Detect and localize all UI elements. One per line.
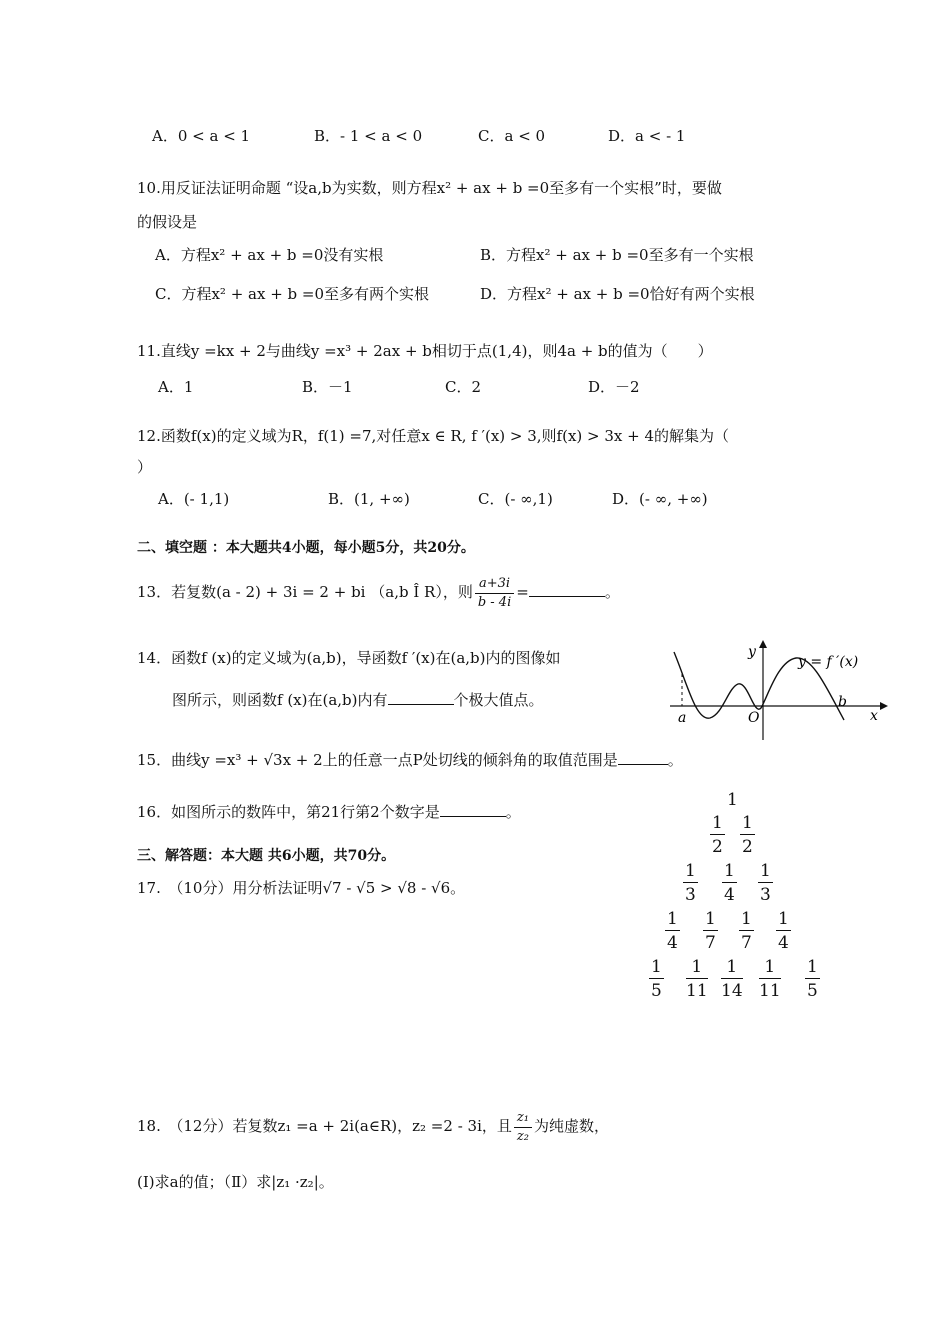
q10-option-d: D．方程x² + ax + b =0恰好有两个实根	[480, 285, 755, 303]
q13-answer-blank[interactable]	[529, 582, 605, 597]
q18-line1	[137, 1106, 609, 1146]
q12-option-b: B．(1, +∞)	[328, 490, 410, 508]
triangle-numerator: 1	[724, 861, 735, 881]
curve-label: y = f ′(x)	[798, 654, 859, 670]
q14-stem-line2	[172, 690, 544, 710]
triangle-denominator: 11	[686, 981, 708, 1001]
triangle-numerator: 1	[686, 956, 708, 979]
q11-option-a: A．1	[158, 378, 194, 396]
triangle-numerator: 1	[760, 861, 771, 881]
q13	[137, 574, 620, 612]
x-axis-label: x	[870, 708, 878, 724]
triangle-cell	[683, 860, 698, 907]
x-axis-arrow	[880, 702, 888, 710]
triangle-numerator: 1	[741, 909, 752, 929]
triangle-numerator: 1	[721, 956, 743, 979]
triangle-cell	[805, 956, 820, 1003]
q11-option-d: D．－2	[588, 378, 640, 396]
q15-text: 15．曲线y =x³ + √3x + 2上的任意一点P处切线的倾斜角的取值范围是	[137, 751, 618, 769]
q9-option-c: C．a < 0	[478, 127, 546, 145]
triangle-cell	[721, 956, 743, 1003]
triangle-denominator: 2	[742, 837, 753, 857]
q13-numerator: a+3i	[475, 575, 514, 594]
triangle-denominator: 5	[807, 981, 818, 1001]
q14-line2-end: 个极大值点。	[453, 691, 544, 709]
q14-stem-line1: 14．函数f (x)的定义域为(a,b)，导函数f ′(x)在(a,b)内的图像如	[137, 649, 561, 667]
q15-end: 。	[667, 751, 683, 769]
q16-answer-blank[interactable]	[440, 802, 506, 817]
q18-prefix: 18. （12分）若复数z₁ =a + 2i(a∈R)，z₂ =2 - 3i，且	[137, 1117, 512, 1135]
section-3-heading: 三、解答题：本大题 共6小题，共70分。	[137, 848, 396, 864]
derivative-graph	[668, 636, 888, 746]
q18-suffix: 为纯虚数，	[533, 1117, 609, 1135]
triangle-cell	[776, 908, 791, 955]
q15-answer-blank[interactable]	[618, 750, 668, 765]
triangle-cell	[649, 956, 664, 1003]
q13-equals: =	[516, 583, 529, 601]
q16-end: 。	[505, 803, 521, 821]
q17: 17. （10分）用分析法证明√7 - √5 > √8 - √6。	[137, 879, 466, 897]
q9-option-d: D．a < - 1	[608, 127, 686, 145]
triangle-cell	[722, 860, 737, 907]
origin-label: O	[748, 710, 760, 726]
triangle-denominator: 3	[685, 885, 696, 905]
q11-stem: 11.直线y =kx + 2与曲线y =x³ + 2ax + b相切于点(1,4)，则4a + b的值为（ ）	[137, 342, 713, 360]
triangle-denominator: 4	[724, 885, 735, 905]
triangle-cell	[686, 956, 708, 1003]
triangle-cell	[758, 860, 773, 907]
triangle-value: 1	[727, 790, 738, 810]
a-label: a	[678, 710, 687, 726]
q18-denominator: z₂	[516, 1128, 529, 1144]
q18-fraction	[514, 1109, 532, 1146]
q16-text: 16．如图所示的数阵中，第21行第2个数字是	[137, 803, 440, 821]
q18-numerator: z₁	[514, 1109, 532, 1128]
q14-line2-text: 图所示，则函数f (x)在(a,b)内有	[172, 691, 388, 709]
triangle-numerator: 1	[778, 909, 789, 929]
y-axis-arrow	[759, 640, 767, 648]
triangle-cell	[740, 812, 755, 859]
triangle-numerator: 1	[807, 957, 818, 977]
q12-option-d: D．(- ∞, +∞)	[612, 490, 708, 508]
triangle-cell	[710, 812, 725, 859]
q10-option-c: C．方程x² + ax + b =0至多有两个实根	[155, 285, 430, 303]
triangle-numerator: 1	[712, 813, 723, 833]
triangle-denominator: 2	[712, 837, 723, 857]
q9-option-b: B．- 1 < a < 0	[314, 127, 423, 145]
section-2-heading: 二、填空题 ：本大题共4小题，每小题5分，共20分。	[137, 540, 475, 556]
triangle-numerator: 1	[705, 909, 716, 929]
triangle-numerator: 1	[651, 957, 662, 977]
triangle-denominator: 4	[778, 933, 789, 953]
triangle-denominator: 11	[759, 981, 781, 1001]
q9-option-a: A．0 < a < 1	[152, 127, 251, 145]
q12-option-c: C．(- ∞,1)	[478, 490, 553, 508]
q10-option-a: A．方程x² + ax + b =0没有实根	[155, 246, 384, 264]
triangle-denominator: 5	[651, 981, 662, 1001]
q10-option-b: B．方程x² + ax + b =0至多有一个实根	[480, 246, 754, 264]
q14-answer-blank[interactable]	[388, 690, 454, 705]
triangle-numerator: 1	[759, 956, 781, 979]
q13-end: 。	[604, 583, 620, 601]
q12-stem-line2: ）	[137, 458, 153, 476]
q10-stem-line1: 10.用反证法证明命题 “设a,b为实数，则方程x² + ax + b =0至多有一个实根”时，要做	[137, 179, 722, 197]
triangle-row1	[727, 790, 738, 810]
q10-stem-line2: 的假设是	[137, 213, 198, 231]
triangle-denominator: 3	[760, 885, 771, 905]
y-axis-label: y	[748, 644, 756, 660]
triangle-numerator: 1	[685, 861, 696, 881]
triangle-numerator: 1	[742, 813, 753, 833]
triangle-cell	[759, 956, 781, 1003]
triangle-denominator: 7	[705, 933, 716, 953]
q12-option-a: A．(- 1,1)	[158, 490, 230, 508]
triangle-denominator: 14	[721, 981, 743, 1001]
triangle-cell	[739, 908, 754, 955]
triangle-denominator: 4	[667, 933, 678, 953]
q16	[137, 802, 521, 822]
q18-line2: (Ⅰ)求a的值；（Ⅱ）求|z₁ ·z₂|。	[137, 1173, 334, 1191]
triangle-cell	[665, 908, 680, 955]
b-label: b	[838, 694, 847, 710]
q11-option-c: C．2	[445, 378, 482, 396]
q12-stem-line1: 12.函数f(x)的定义域为R，f(1) =7,对任意x ∈ R, f ′(x) > 3,则f(x) > 3x + 4的解集为（	[137, 427, 730, 445]
triangle-denominator: 7	[741, 933, 752, 953]
q15	[137, 750, 683, 770]
q13-denominator: b - 4i	[477, 594, 512, 610]
q11-option-b: B．－1	[302, 378, 353, 396]
triangle-cell	[703, 908, 718, 955]
triangle-numerator: 1	[667, 909, 678, 929]
q13-prefix: 13．若复数(a - 2) + 3i = 2 + bi （a,b Î R），则	[137, 583, 473, 601]
q13-fraction	[475, 575, 514, 612]
